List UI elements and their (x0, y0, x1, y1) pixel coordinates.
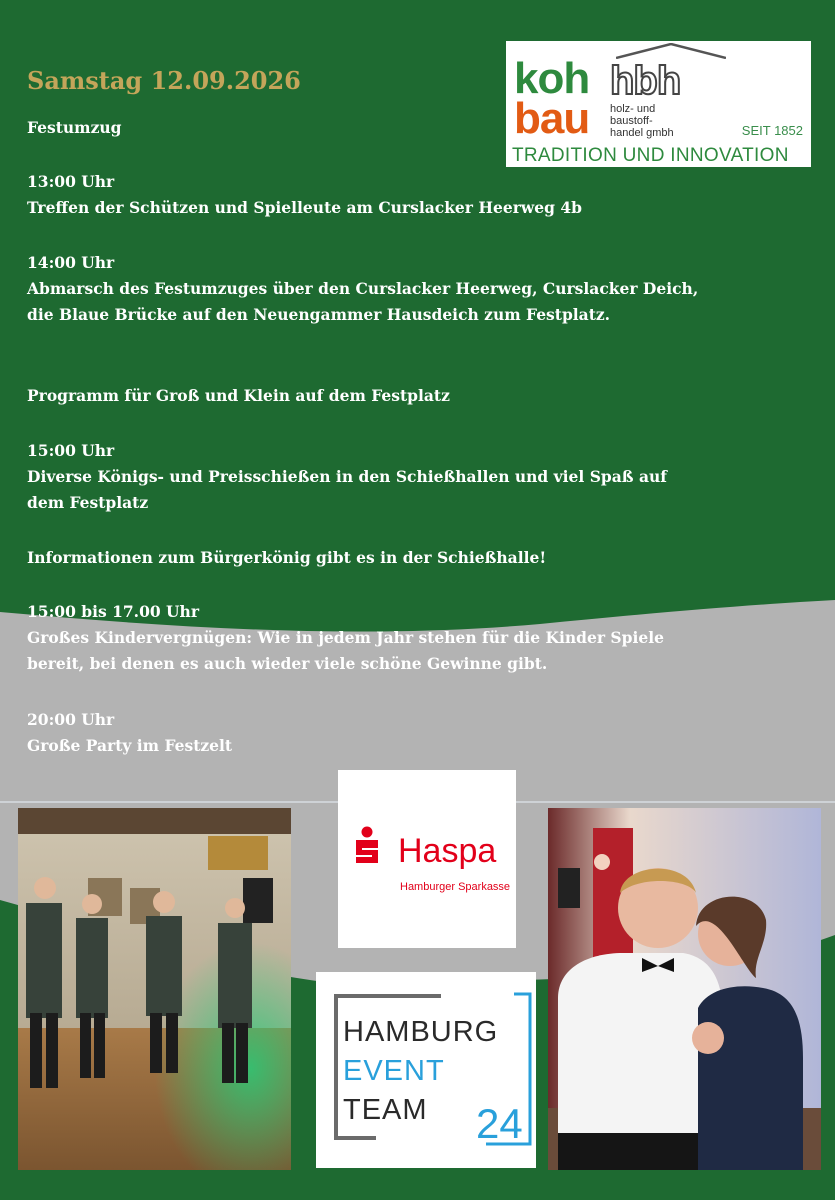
event-description: dem Festplatz (27, 493, 149, 512)
photo-koenigspaar (548, 808, 821, 1170)
event-description: Diverse Königs- und Preisschießen in den Schießhallen und viel Spaß auf (27, 467, 667, 486)
kohbau-slogan: TRADITION UND INNOVATION (512, 145, 789, 166)
het-line-event: EVENT (343, 1055, 445, 1087)
event-time: 13:00 Uhr (27, 172, 115, 191)
info-note: Informationen zum Bürgerkönig gibt es in der Schießhalle! (27, 548, 547, 567)
event-description: Treffen der Schützen und Spielleute am Curslacker Heerweg 4b (27, 198, 582, 217)
roof-icon (616, 43, 726, 59)
section-title-programm: Programm für Groß und Klein auf dem Festplatz (27, 386, 450, 405)
event-time: 15:00 bis 17.00 Uhr (27, 602, 199, 621)
hamburg-event-team-logo (316, 972, 536, 1168)
kohbau-logo (506, 41, 811, 167)
tagline-line: handel gmbh (610, 127, 674, 139)
haspa-logo (338, 770, 516, 948)
photo-schuetzen-image (18, 808, 291, 1170)
het-line-hamburg: HAMBURG (343, 1016, 499, 1048)
event-time: 15:00 Uhr (27, 441, 115, 460)
kohbau-bau: bau (514, 94, 590, 143)
event-description: Große Party im Festzelt (27, 736, 233, 755)
kohbau-koh: koh (514, 54, 590, 103)
photo-koenigspaar-image (548, 808, 821, 1170)
section-title-festumzug: Festumzug (27, 118, 122, 137)
tagline-line: holz- und (610, 103, 656, 115)
het-number: 24 (476, 1100, 523, 1147)
event-description: die Blaue Brücke auf den Neuengammer Hausdeich zum Festplatz. (27, 305, 611, 324)
tagline-line: baustoff- (610, 115, 653, 127)
event-description: bereit, bei denen es auch wieder viele schöne Gewinne gibt. (27, 654, 548, 673)
haspa-name: Haspa (398, 832, 497, 870)
event-date: Samstag 12.09.2026 (27, 66, 301, 95)
kohbau-hbh: hbh (610, 59, 681, 103)
kohbau-tagline (610, 103, 674, 139)
haspa-subtitle: Hamburger Sparkasse (400, 881, 511, 893)
event-description: Abmarsch des Festumzuges über den Curslacker Heerweg, Curslacker Deich, (27, 279, 699, 298)
sparkasse-s-icon (352, 826, 382, 868)
event-time: 20:00 Uhr (27, 710, 115, 729)
het-line-team: TEAM (343, 1094, 428, 1126)
photo-schuetzen-group (18, 808, 291, 1170)
event-description: Großes Kindervergnügen: Wie in jedem Jahr stehen für die Kinder Spiele (27, 628, 664, 647)
kohbau-since: SEIT 1852 (741, 123, 803, 138)
event-time: 14:00 Uhr (27, 253, 115, 272)
